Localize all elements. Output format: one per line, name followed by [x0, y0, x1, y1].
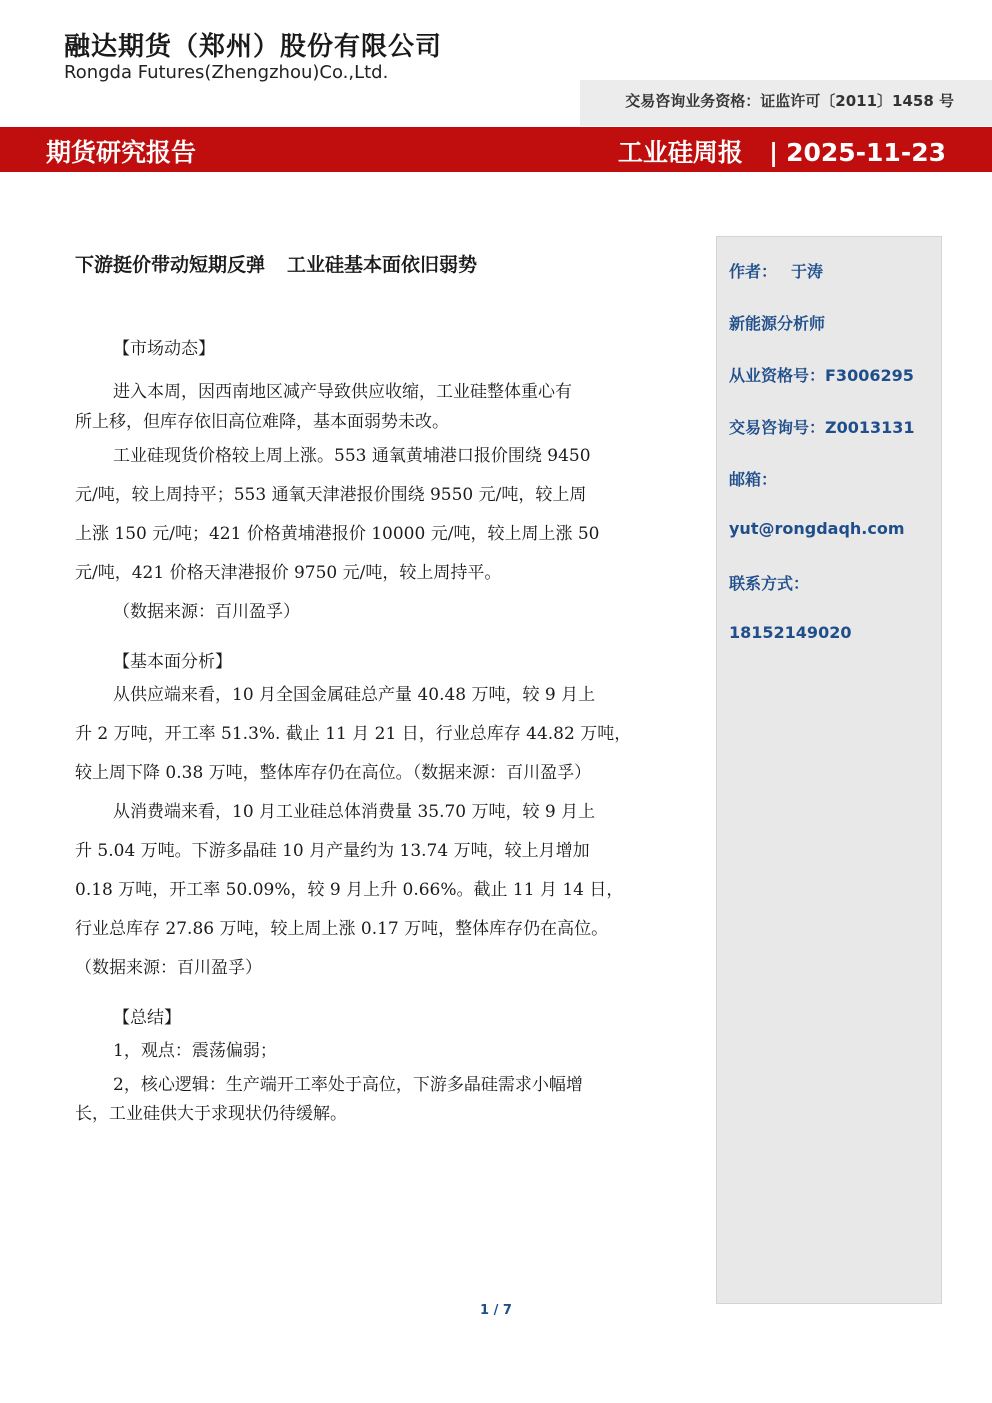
- report-banner: [0, 127, 992, 172]
- data-source-note: （数据来源：百川盈孚）: [75, 958, 262, 978]
- paragraph-line: 升 5.04 万吨。下游多晶硅 10 月产量约为 13.74 万吨，较上月增加: [75, 841, 590, 861]
- summary-point-2-cont: 长，工业硅供大于求现状仍待缓解。: [75, 1104, 347, 1124]
- paragraph-line: 元/吨，较上周持平；553 通氧天津港报价围绕 9550 元/吨，较上周: [75, 485, 587, 505]
- data-source-note: （数据来源：百川盈孚）: [113, 602, 300, 622]
- email-label: 邮箱：: [729, 470, 778, 489]
- author-sidebar: [716, 236, 942, 1304]
- paragraph-line: 从消费端来看，10 月工业硅总体消费量 35.70 万吨，较 9 月上: [113, 802, 596, 822]
- phone-number: 18152149020: [729, 623, 852, 642]
- paragraph-line: 进入本周，因西南地区减产导致供应收缩，工业硅整体重心有: [113, 382, 572, 402]
- page-number: 1 / 7: [480, 1303, 512, 1318]
- paragraph-line: 工业硅现货价格较上周上涨。553 通氧黄埔港口报价围绕 9450: [113, 446, 591, 466]
- banner-separator: |: [768, 138, 779, 167]
- report-name: 工业硅周报: [617, 138, 743, 167]
- email-link[interactable]: yut@rongdaqh.com: [729, 519, 905, 538]
- author-role: 新能源分析师: [729, 314, 826, 333]
- author-name: 于涛: [791, 262, 824, 281]
- summary-point-2: 2，核心逻辑：生产端开工率处于高位，下游多晶硅需求小幅增: [113, 1075, 583, 1095]
- company-name-en: Rongda Futures(Zhengzhou)Co.,Ltd.: [64, 62, 389, 83]
- author: [729, 259, 823, 282]
- report-type: 期货研究报告: [46, 138, 197, 167]
- paragraph-line: 从供应端来看，10 月全国金属硅总产量 40.48 万吨，较 9 月上: [113, 685, 596, 705]
- section-heading-fundamentals: 【基本面分析】: [113, 652, 232, 672]
- section-heading-summary: 【总结】: [113, 1008, 181, 1028]
- paragraph-line: 行业总库存 27.86 万吨，较上周上涨 0.17 万吨，整体库存仍在高位。: [75, 919, 609, 939]
- paragraph-line: 0.18 万吨，开工率 50.09%，较 9 月上升 0.66%。截止 11 月 14 日，: [75, 880, 624, 900]
- paragraph-line: 升 2 万吨，开工率 51.3%. 截止 11 月 21 日，行业总库存 44.82 万吨，: [75, 724, 632, 744]
- report-title-date: [618, 133, 946, 169]
- report-date: 2025-11-23: [786, 138, 946, 167]
- headline-part-2: 工业硅基本面依旧弱势: [287, 254, 478, 276]
- contact-label: 联系方式：: [729, 574, 810, 593]
- headline-part-1: 下游挺价带动短期反弹: [75, 254, 266, 276]
- consult-number: 交易咨询号：Z0013131: [729, 418, 915, 437]
- report-headline: [75, 250, 477, 277]
- summary-point-1: 1，观点：震荡偏弱；: [113, 1041, 277, 1061]
- license-text: 交易咨询业务资格：证监许可〔2011〕1458 号: [625, 92, 954, 110]
- paragraph-line: 较上周下降 0.38 万吨，整体库存仍在高位。（数据来源：百川盈孚）: [75, 763, 592, 783]
- paragraph-line: 所上移，但库存依旧高位难降，基本面弱势未改。: [75, 412, 449, 432]
- paragraph-line: 上涨 150 元/吨；421 价格黄埔港报价 10000 元/吨，较上周上涨 50: [75, 524, 600, 544]
- qualification-number: 从业资格号：F3006295: [729, 366, 914, 385]
- company-name-cn: 融达期货（郑州）股份有限公司: [64, 32, 443, 62]
- paragraph-line: 元/吨，421 价格天津港报价 9750 元/吨，较上周持平。: [75, 563, 502, 583]
- section-heading-market: 【市场动态】: [113, 339, 215, 359]
- author-label: 作者：: [729, 262, 778, 281]
